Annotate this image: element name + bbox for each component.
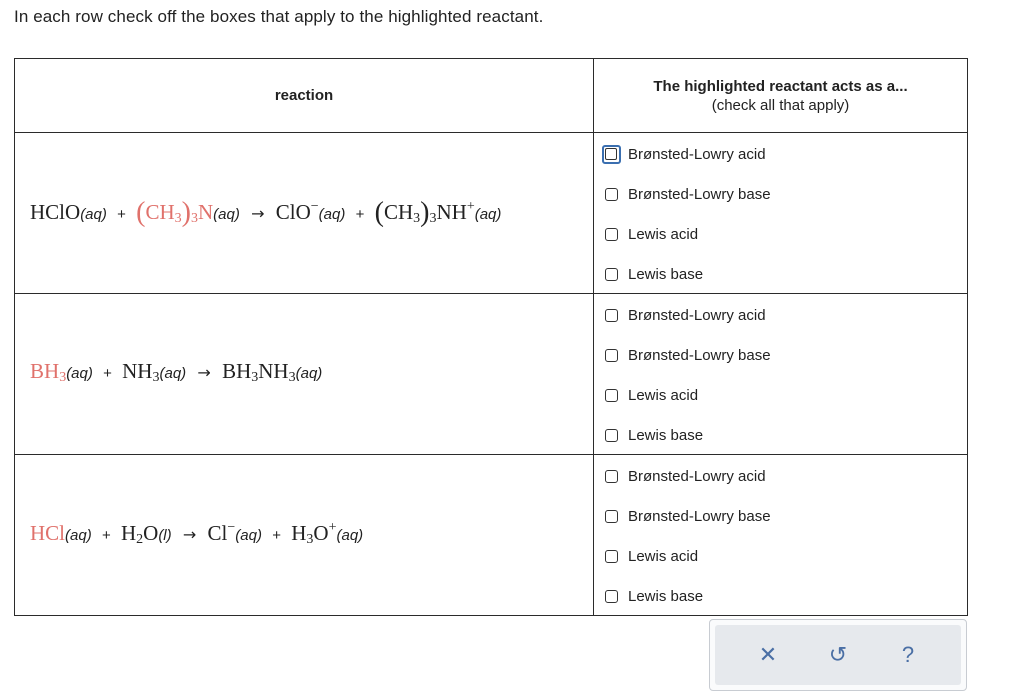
checkbox[interactable] — [605, 429, 618, 442]
highlighted-reactant: $BH_3$ — [30, 359, 67, 385]
option-lewis-acid[interactable]: Lewis acid — [605, 384, 698, 406]
option-bronsted-lowry-base[interactable]: Brønsted-Lowry base — [605, 183, 771, 205]
checkbox[interactable] — [605, 590, 618, 603]
option-lewis-base[interactable]: Lewis base — [605, 263, 703, 285]
reactant-hclo: HClO(aq) — [30, 200, 107, 224]
row-divider — [15, 454, 967, 455]
reaction-arrow: → — [182, 525, 197, 544]
option-bronsted-lowry-acid[interactable]: Brønsted-Lowry acid — [605, 304, 766, 326]
row-divider — [15, 132, 967, 133]
checkbox[interactable] — [605, 470, 618, 483]
option-lewis-acid[interactable]: Lewis acid — [605, 545, 698, 567]
checkbox[interactable] — [605, 188, 618, 201]
option-bronsted-lowry-base[interactable]: Brønsted-Lowry base — [605, 505, 771, 527]
checkbox[interactable] — [605, 550, 618, 563]
reaction-arrow: → — [197, 363, 211, 382]
header-role — [594, 59, 967, 132]
row-divider — [15, 293, 967, 294]
header-reaction: reaction — [274, 87, 334, 104]
reaction-table — [14, 58, 968, 616]
reactant-ammonia: $NH_3(aq)$ — [122, 359, 187, 385]
option-bronsted-lowry-acid[interactable]: Brønsted-Lowry acid — [605, 143, 766, 165]
help-icon[interactable]: ? — [901, 642, 915, 667]
highlighted-reactant: $(CH_3)_3N$ — [136, 197, 214, 228]
option-bronsted-lowry-acid[interactable]: Brønsted-Lowry acid — [605, 465, 766, 487]
option-lewis-acid[interactable]: Lewis acid — [605, 223, 698, 245]
checkbox[interactable] — [605, 389, 618, 402]
checkbox[interactable] — [605, 309, 618, 322]
highlighted-reactant: HCl — [30, 521, 66, 545]
option-lewis-base[interactable]: Lewis base — [605, 424, 703, 446]
undo-icon[interactable]: ↺ — [828, 642, 848, 667]
instruction-text: In each row check off the boxes that apply to the highlighted reactant. — [14, 7, 544, 26]
product-adduct: $BH_3NH_3(aq)$ — [222, 359, 323, 385]
product-chloride: Cl−(aq) — [207, 520, 262, 545]
reaction-equation-1: HClO(aq) + $(CH_3)_3N(aq) \to ClO^-(aq) + (CH_3)_3NH^+(aq)$ — [30, 197, 502, 228]
header-role-subtitle: (check all that apply) — [711, 96, 850, 114]
toolbar-buttons — [715, 625, 961, 685]
header-role-title: The highlighted reactant acts as a... — [653, 77, 908, 95]
option-bronsted-lowry-base[interactable]: Brønsted-Lowry base — [605, 344, 771, 366]
reaction-equation-2: $BH_3(aq) + NH_3(aq) \to BH_3NH_3(aq)$ — [30, 359, 323, 385]
checkbox[interactable] — [605, 228, 618, 241]
option-lewis-base[interactable]: Lewis base — [605, 585, 703, 607]
reactant-water: $H_2O(l)$ — [120, 521, 172, 547]
checkbox[interactable] — [605, 510, 618, 523]
checkbox[interactable] — [602, 145, 621, 164]
reaction-equation-3: $HCl(aq) + H_2O(l) \to Cl^-(aq) + H_3O^+(aq)$ — [30, 520, 364, 547]
checkbox[interactable] — [605, 268, 618, 281]
answer-toolbar — [709, 619, 967, 691]
column-divider — [593, 59, 594, 615]
checkbox[interactable] — [605, 349, 618, 362]
product-hydronium: $H_3O^+(aq)$ — [291, 520, 364, 547]
product-trimethylammonium: $(CH_3)_3NH^+(aq)$ — [374, 197, 502, 228]
close-icon[interactable]: ✕ — [758, 642, 778, 667]
product-clo: ClO−(aq) — [275, 199, 346, 224]
reaction-arrow: → — [251, 204, 265, 223]
